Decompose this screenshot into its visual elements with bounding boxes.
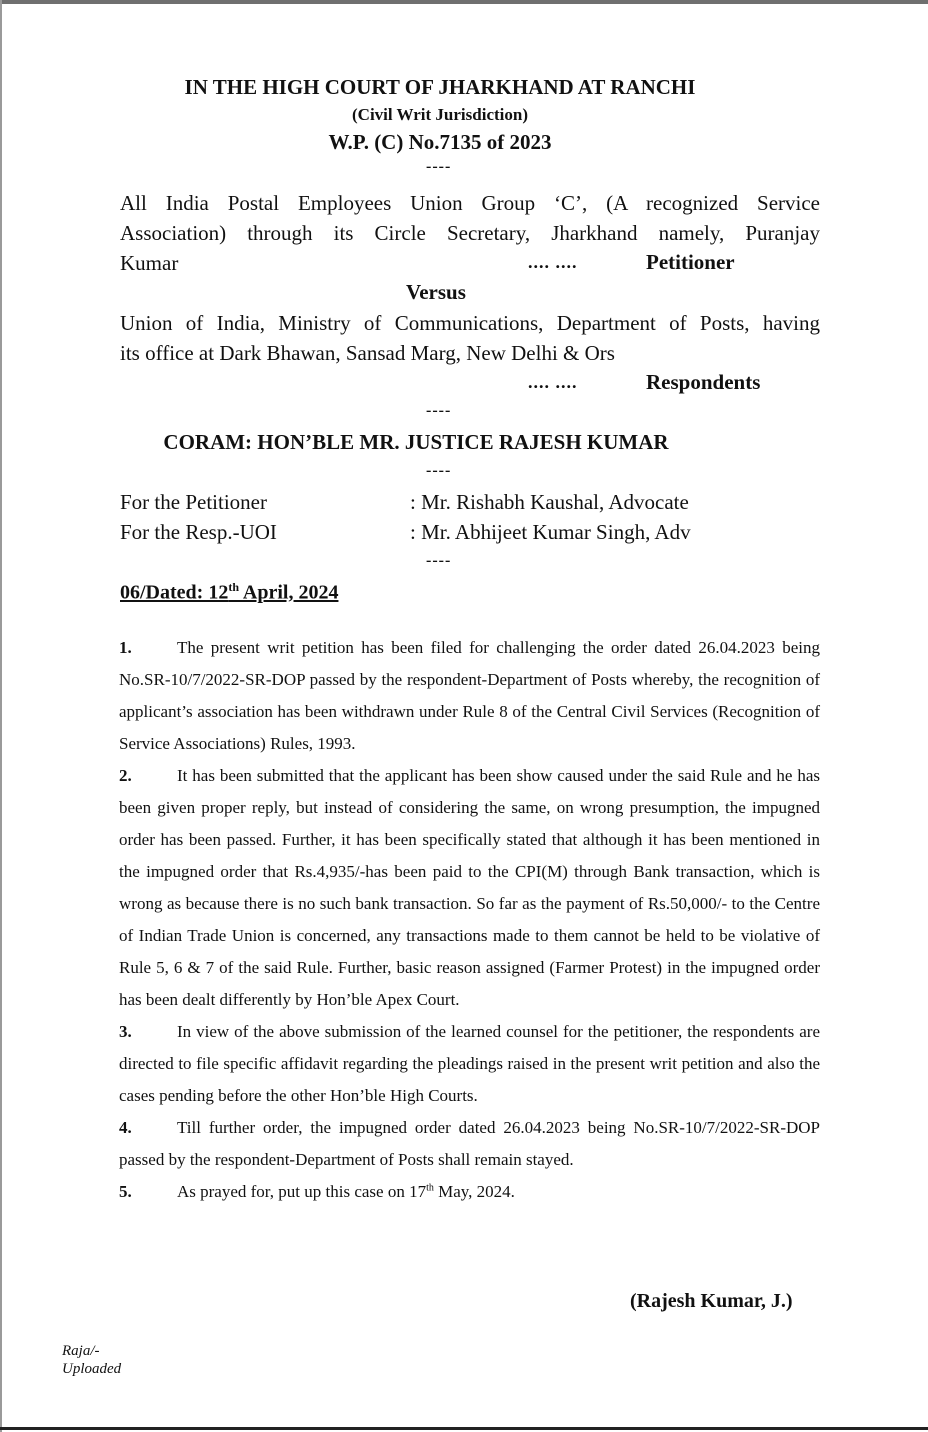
separator: ---- — [426, 462, 452, 479]
paragraph-number: 1. — [119, 638, 132, 657]
petitioner-line: Association) through its Circle Secretary, Jharkhand namely, Puranjay — [120, 221, 820, 245]
jurisdiction: (Civil Writ Jurisdiction) — [352, 105, 528, 124]
paragraph-number: 4. — [119, 1118, 132, 1137]
petitioner-line: All India Postal Employees Union Group ‘C’, (A recognized Service — [120, 191, 820, 215]
order-date-prefix: 06/Dated: 12 — [120, 581, 229, 604]
respondent-block — [120, 308, 820, 368]
case-number: W.P. (C) No.7135 of 2023 — [328, 130, 552, 154]
paragraph — [119, 632, 820, 760]
footer-initials: Raja/- — [62, 1343, 100, 1359]
paragraph — [119, 1016, 820, 1112]
respondent-line: Union of India, Ministry of Communications, Department of Posts, having — [120, 311, 820, 335]
order-date-suffix-sup: th — [228, 580, 239, 594]
separator: ---- — [426, 158, 452, 175]
separator: ---- — [426, 402, 452, 419]
paragraph-number: 3. — [119, 1022, 132, 1041]
respondent-dots: .... .... — [528, 372, 578, 392]
paragraph — [119, 1112, 820, 1176]
page-top-border — [0, 0, 928, 4]
paragraph-number: 5. — [119, 1182, 132, 1201]
judge-signature: (Rajesh Kumar, J.) — [630, 1290, 793, 1312]
counsel-label-petitioner: For the Petitioner — [120, 490, 267, 514]
paragraph-text: It has been submitted that the applicant has been show caused under the said Rule and he has been given proper reply, but instead of considering the same, on wrong presumption, the impugned order has been passed. Further, it has been specifically stated that although it has been mentioned in the impugned order that Rs.4,935/-has been paid to the CPI(M) through Bank transaction, which is wrong as because there is no such bank transaction. So far as the payment of Rs.50,000/- to the Centre of Indian Trade Union is concerned, any transactions made to them cannot be held to be violative of Rule 5, 6 & 7 of the said Rule. Further, basic reason assigned (Farmer Protest) in the impugned order has been dealt differently by Hon’ble Apex Court. — [119, 766, 820, 1009]
paragraph-sup: th — [426, 1182, 434, 1194]
order-body — [119, 632, 820, 1208]
versus: Versus — [406, 280, 466, 304]
petitioner-role: Petitioner — [646, 250, 735, 274]
respondent-role: Respondents — [646, 370, 761, 394]
paragraph-number: 2. — [119, 766, 132, 785]
paragraph-text: In view of the above submission of the learned counsel for the petitioner, the respondents are directed to file specific affidavit regarding the pleadings raised in the present writ petition and also the cases pending before the other Hon’ble High Courts. — [119, 1022, 820, 1105]
paragraph — [119, 760, 820, 1016]
paragraph-text: May, 2024. — [433, 1182, 515, 1201]
counsel-label-respondent: For the Resp.-UOI — [120, 520, 277, 544]
paragraph-text: As prayed for, put up this case on 17 — [177, 1182, 427, 1201]
counsel-name-respondent: : Mr. Abhijeet Kumar Singh, Adv — [410, 520, 691, 544]
order-date — [120, 580, 338, 605]
page-bottom-border — [0, 1427, 928, 1430]
paragraph-text: The present writ petition has been filed for challenging the order dated 26.04.2023 being No.SR-10/7/2022-SR-DOP passed by the respondent-Department of Posts whereby, the recognition of applicant’s association has been withdrawn under Rule 8 of the Central Civil Services (Recognition of Service Associations) Rules, 1993. — [119, 638, 820, 753]
paragraph-text: Till further order, the impugned order dated 26.04.2023 being No.SR-10/7/2022-SR-DOP passed by the respondent-Department of Posts shall remain stayed. — [119, 1118, 820, 1169]
paragraph — [119, 1176, 820, 1208]
separator: ---- — [426, 552, 452, 569]
page-left-border — [0, 0, 2, 1432]
petitioner-line: Kumar — [120, 251, 179, 275]
court-title: IN THE HIGH COURT OF JHARKHAND AT RANCHI — [184, 75, 696, 99]
footer-uploaded: Uploaded — [62, 1361, 122, 1377]
counsel-name-petitioner: : Mr. Rishabh Kaushal, Advocate — [410, 490, 689, 514]
coram: CORAM: HON’BLE MR. JUSTICE RAJESH KUMAR — [163, 430, 669, 454]
petitioner-dots: .... .... — [528, 252, 578, 272]
respondent-line: its office at Dark Bhawan, Sansad Marg, New Delhi & Ors — [120, 341, 615, 365]
order-date-suffix: April, 2024 — [239, 581, 339, 604]
